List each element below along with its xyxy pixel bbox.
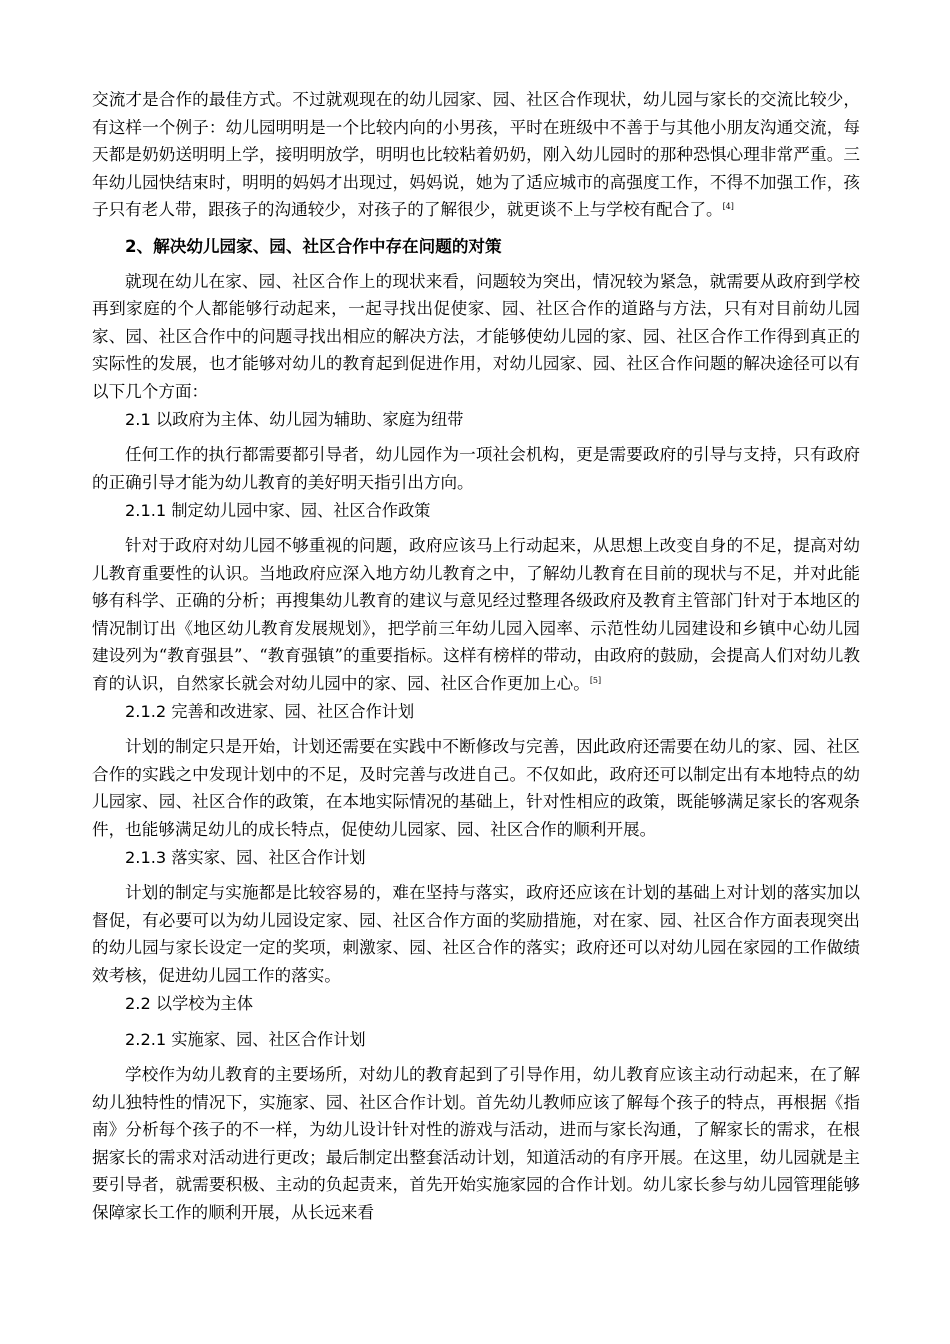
paragraph-4	[92, 532, 860, 697]
subsection-heading-2-1-1: 2.1.1 制定幼儿园中家、园、社区合作政策	[125, 501, 431, 520]
paragraph-6: 计划的制定与实施都是比较容易的，难在坚持与落实，政府还应该在计划的基础上对计划的落实加以督促，有必要可以为幼儿园设定家、园、社区合作方面的奖励措施，对在家、园、社区合作方面表现突出的幼儿园与家长设定一定的奖项，刺激家、园、社区合作的落实；政府还可以对幼儿园在家园的工作做绩效考核，促进幼儿园工作的落实。	[92, 883, 860, 985]
paragraph-text: 针对于政府对幼儿园不够重视的问题，政府应该马上行动起来，从思想上改变自身的不足，提高对幼儿教育重要性的认识。当地政府应深入地方幼儿教育之中，了解幼儿教育在目前的现状与不足，并对此能够有科学、正确的分析；再搜集幼儿教育的建议与意见经过整理各级政府及教育主管部门针对于本地区的情况制订出《地区幼儿教育发展规划》，把学前三年幼儿园入园率、示范性幼儿园建设和乡镇中心幼儿园建设列为“教育强县”、“教育强镇”的重要指标。这样有榜样的带动，由政府的鼓励，会提高人们对幼儿教育的认识，自然家长就会对幼儿园中的家、园、社区合作更加上心。	[92, 536, 860, 693]
paragraph-text: 交流才是合作的最佳方式。不过就观现在的幼儿园家、园、社区合作现状，幼儿园与家长的交流比较少，有这样一个例子：幼儿园明明是一个比较内向的小男孩，平时在班级中不善于与其他小朋友沟通交流，每天都是奶奶送明明上学，接明明放学，明明也比较粘着奶奶，刚入幼儿园时的那种恐惧心理非常严重。三年幼儿园快结束时，明明的妈妈才出现过，妈妈说，她为了适应城市的高强度工作，不得不加强工作，孩子只有老人带，跟孩子的沟通较少，对孩子的了解很少，就更谈不上与学校有配合了。	[92, 90, 860, 219]
subsection-heading-2-1-2: 2.1.2 完善和改进家、园、社区合作计划	[125, 702, 415, 721]
subsection-heading-2-2: 2.2 以学校为主体	[125, 994, 254, 1013]
section-heading-2: 2、解决幼儿园家、园、社区合作中存在问题的对策	[125, 236, 502, 256]
subsection-heading-2-1: 2.1 以政府为主体、幼儿园为辅助、家庭为纽带	[125, 410, 464, 429]
paragraph-5: 计划的制定只是开始，计划还需要在实践中不断修改与完善，因此政府还需要在幼儿的家、园、社区合作的实践之中发现计划中的不足，及时完善与改进自己。不仅如此，政府还可以制定出有本地特点的幼儿园家、园、社区合作的政策，在本地实际情况的基础上，针对性相应的政策，既能够满足家长的客观条件，也能够满足幼儿的成长特点，促使幼儿园家、园、社区合作的顺利开展。	[92, 737, 860, 839]
paragraph-7: 学校作为幼儿教育的主要场所，对幼儿的教育起到了引导作用，幼儿教育应该主动行动起来，在了解幼儿独特性的情况下，实施家、园、社区合作计划。首先幼儿教师应该了解每个孩子的特点，再根据《指南》分析每个孩子的不一样，为幼儿设计针对性的游戏与活动，进而与家长沟通，了解家长的需求，在根据家长的需求对活动进行更改；最后制定出整套活动计划，知道活动的有序开展。在这里，幼儿园就是主要引导者，就需要积极、主动的负起责来，首先开始实施家园的合作计划。幼儿家长参与幼儿园管理能够保障家长工作的顺利开展，从长远来看	[92, 1065, 860, 1222]
page-content	[92, 86, 860, 1226]
subsection-heading-2-2-1: 2.2.1 实施家、园、社区合作计划	[125, 1030, 366, 1049]
citation: [4]	[722, 202, 734, 211]
paragraph-1	[92, 86, 860, 224]
paragraph-3: 任何工作的执行都需要都引导者，幼儿园作为一项社会机构，更是需要政府的引导与支持，只有政府的正确引导才能为幼儿教育的美好明天指引出方向。	[92, 445, 860, 492]
citation: [5]	[589, 675, 602, 685]
paragraph-2: 就现在幼儿在家、园、社区合作上的现状来看，问题较为突出，情况较为紧急，就需要从政府到学校再到家庭的个人都能够行动起来，一起寻找出促使家、园、社区合作的道路与方法，只有对目前幼儿园家、园、社区合作中的问题寻找出相应的解决方法，才能够使幼儿园的家、园、社区合作工作得到真正的实际性的发展，也才能够对幼儿的教育起到促进作用，对幼儿园家、园、社区合作问题的解决途径可以有以下几个方面：	[92, 271, 860, 401]
subsection-heading-2-1-3: 2.1.3 落实家、园、社区合作计划	[125, 848, 366, 867]
